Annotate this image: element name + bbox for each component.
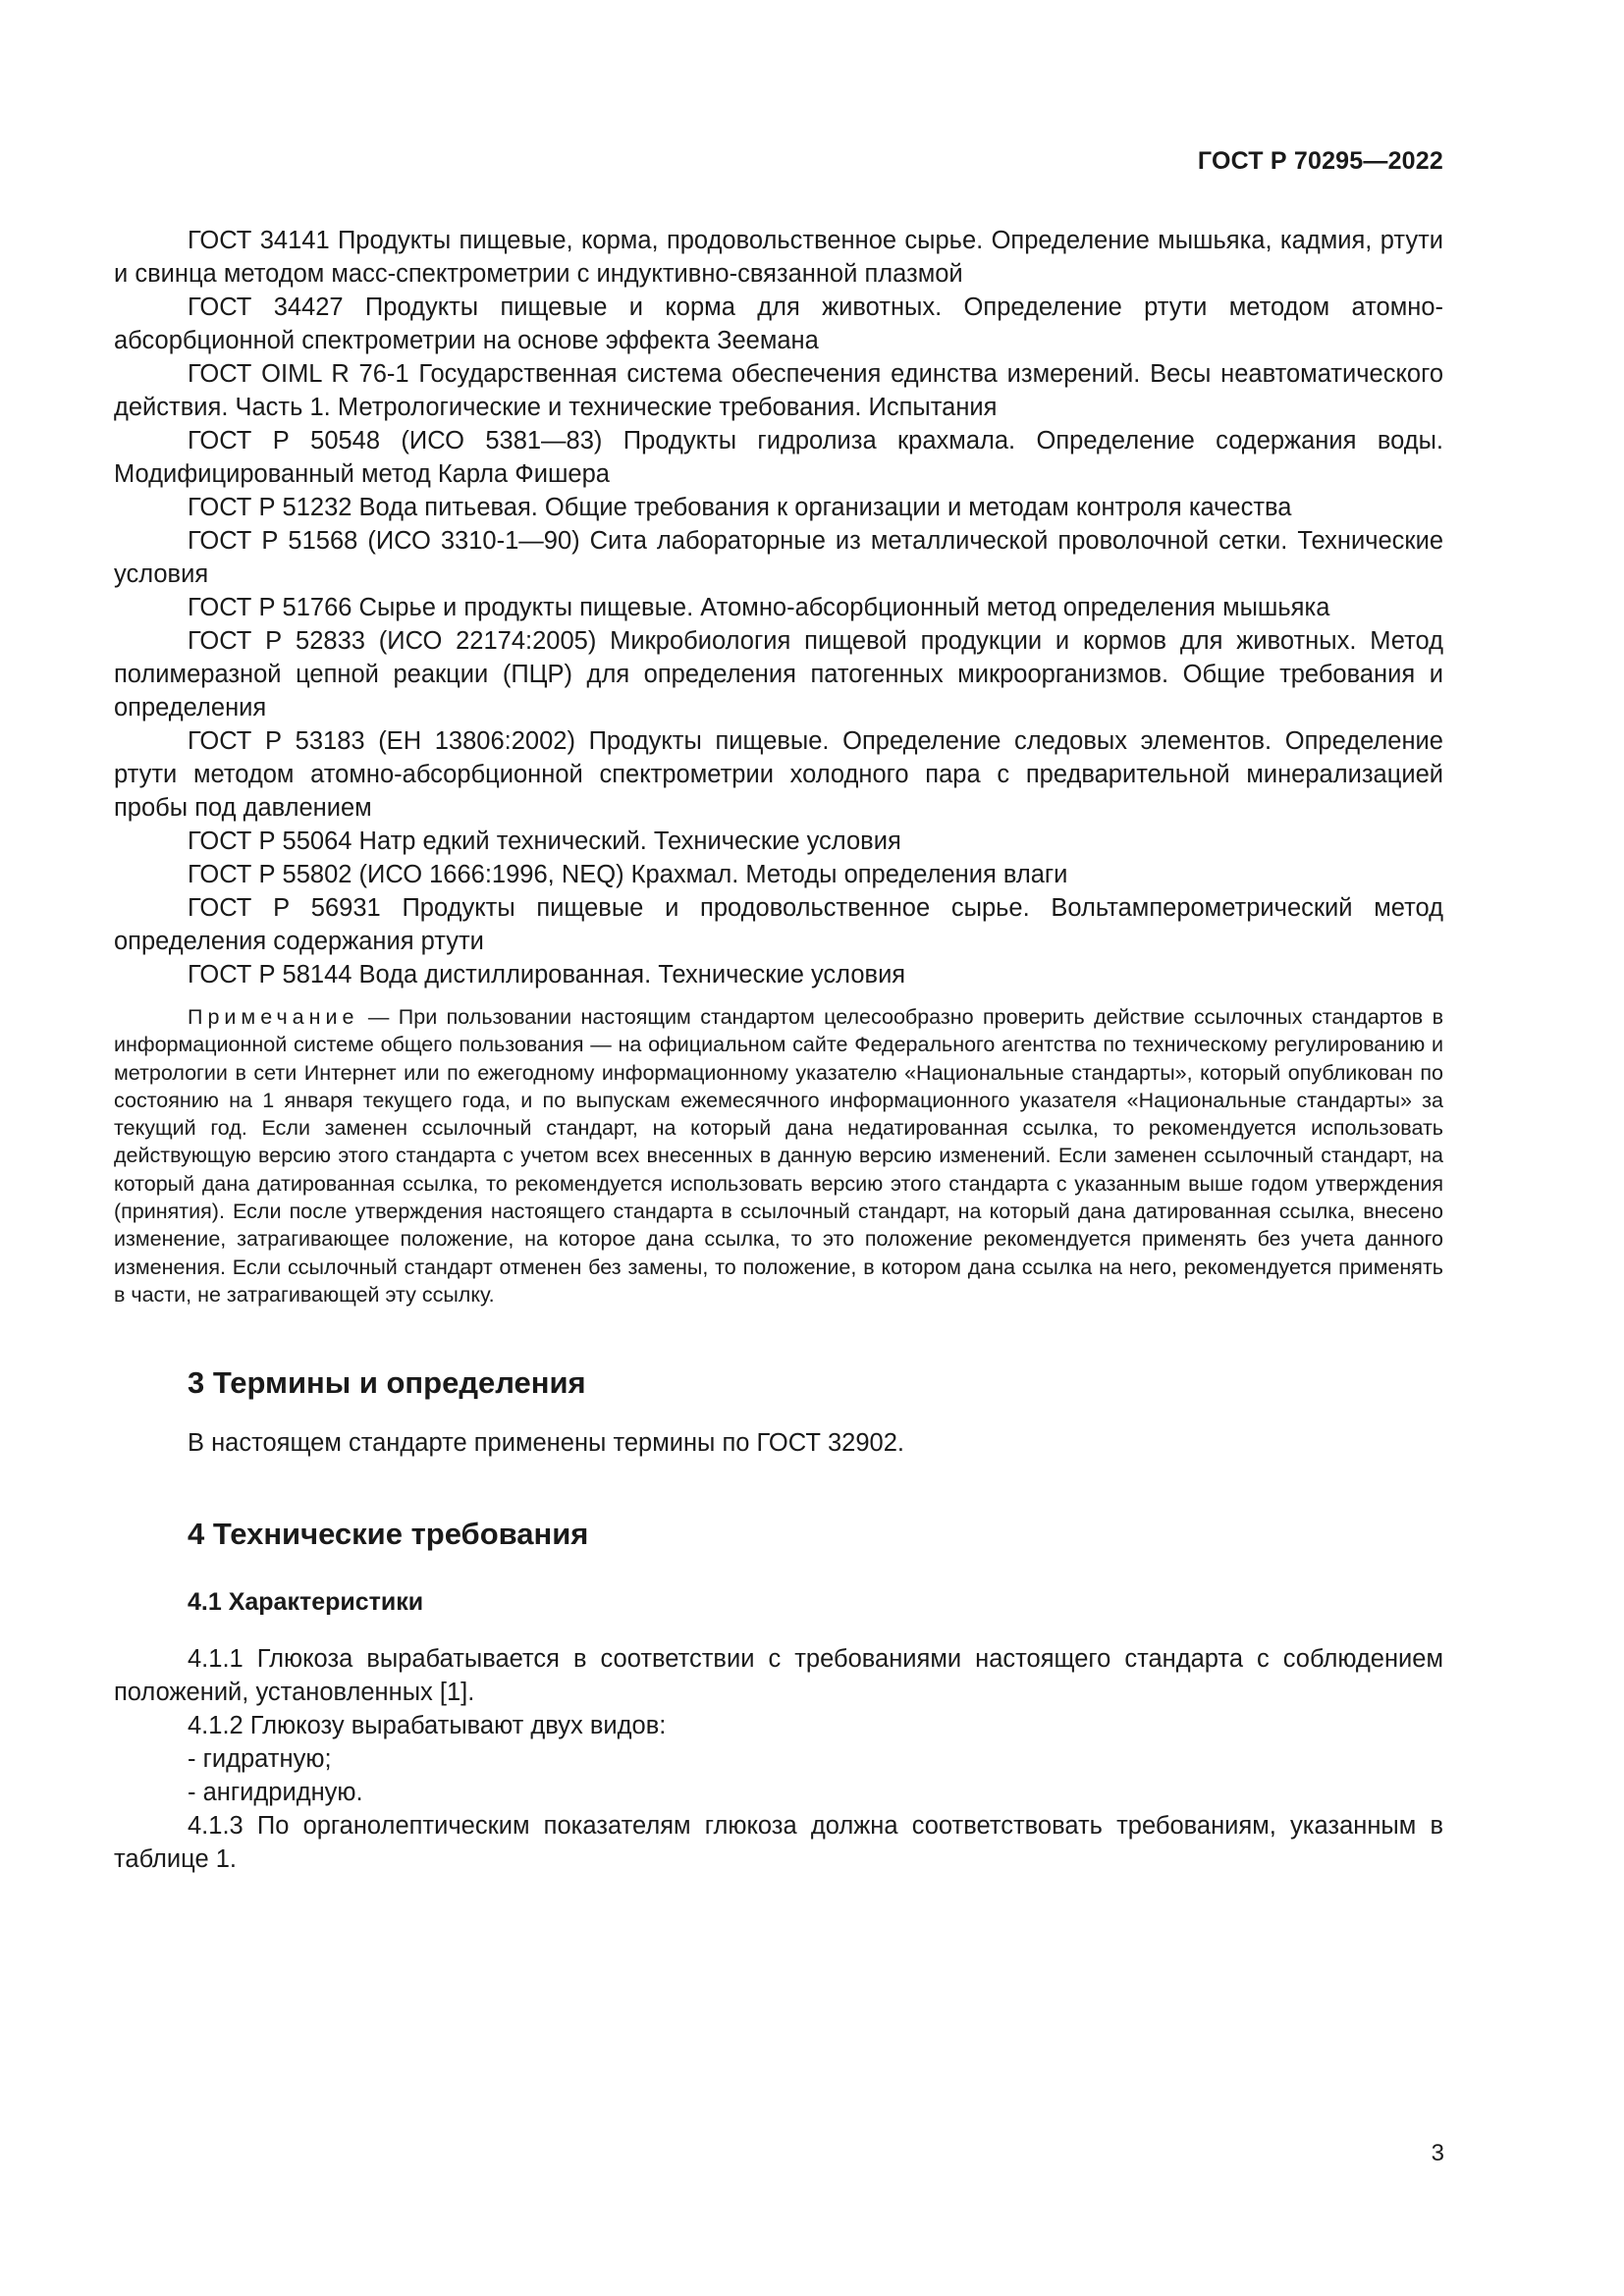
reference-item: ГОСТ Р 53183 (ЕН 13806:2002) Продукты пищевые. Определение следовых элементов. Определение ртути методом атомно-абсорбционной спектрометрии холодного пара с предварительной минерализацией пробы под давлением — [114, 727, 1443, 822]
section-3-heading: 3 Термины и определения — [188, 1365, 586, 1401]
reference-item: ГОСТ 34141 Продукты пищевые, корма, продовольственное сырье. Определение мышьяка, кадмия, ртути и свинца методом масс-спектрометрии с индуктивно-связанной плазмой — [114, 227, 1443, 288]
section-4-heading: 4 Технические требования — [188, 1517, 589, 1552]
paragraph-4-1-2: 4.1.2 Глюкозу вырабатывают двух видов: — [188, 1712, 667, 1740]
reference-item: ГОСТ Р 55802 (ИСО 1666:1996, NEQ) Крахмал. Методы определения влаги — [188, 861, 1068, 888]
list-item: - ангидридную. — [188, 1779, 363, 1807]
reference-item: ГОСТ OIML R 76-1 Государственная система обеспечения единства измерений. Весы неавтоматического действия. Часть 1. Метрологические и технические требования. Испытания — [114, 360, 1443, 421]
paragraph-4-1-1: 4.1.1 Глюкоза вырабатывается в соответствии с требованиями настоящего стандарта с соблюдением положений, установленных [1]. — [114, 1645, 1443, 1707]
note-text: — При пользовании настоящим стандартом целесообразно проверить действие ссылочных стандартов в информационной системе общего пользования — на официальном сайте Федерального агентства по техническому регулированию и метрологии в сети Интернет или по ежегодному информационному указателю «Национальные стандарты», который опубликован по состоянию на 1 января текущего года, и по выпускам ежемесячного информационного указателя «Национальные стандарты» за текущий год. Если заменен ссылочный стандарт, на который дана недатированная ссылка, то рекомендуется использовать действующую версию этого стандарта с учетом всех внесенных в данную версию изменений. Если заменен ссылочный стандарт, на который дана датированная ссылка, то рекомендуется использовать версию этого стандарта с указанным выше годом утверждения (принятия). Если после утверждения настоящего стандарта в ссылочный стандарт, на который дана датированная ссылка, внесено изменение, затрагивающее положение, на которое дана ссылка, то это положение рекомендуется применять без учета данного изменения. Если ссылочный стандарт отменен без замены, то положение, в котором дана ссылка на него, рекомендуется применять в части, не затрагивающей эту ссылку. — [114, 1005, 1443, 1307]
reference-item: ГОСТ Р 56931 Продукты пищевые и продовольственное сырье. Вольтамперометрический метод определения содержания ртути — [114, 894, 1443, 955]
note-label: Примечание — [188, 1005, 359, 1029]
reference-item: ГОСТ Р 55064 Натр едкий технический. Технические условия — [188, 828, 901, 855]
reference-item: ГОСТ Р 51568 (ИСО 3310-1—90) Сита лабораторные из металлической проволочной сетки. Технические условия — [114, 527, 1443, 588]
document-body — [114, 224, 1443, 1876]
reference-item: ГОСТ Р 52833 (ИСО 22174:2005) Микробиология пищевой продукции и кормов для животных. Метод полимеразной цепной реакции (ПЦР) для определения патогенных микроорганизмов. Общие требования и определения — [114, 627, 1443, 721]
reference-item: ГОСТ Р 51232 Вода питьевая. Общие требования к организации и методам контроля качества — [188, 494, 1292, 521]
reference-item: ГОСТ Р 58144 Вода дистиллированная. Технические условия — [188, 961, 906, 988]
page-number: 3 — [1431, 2140, 1444, 2166]
reference-item: ГОСТ 34427 Продукты пищевые и корма для животных. Определение ртути методом атомно-абсорбционной спектрометрии на основе эффекта Зеемана — [114, 294, 1443, 354]
reference-item: ГОСТ Р 50548 (ИСО 5381—83) Продукты гидролиза крахмала. Определение содержания воды. Модифицированный метод Карла Фишера — [114, 427, 1443, 488]
paragraph-4-1-3: 4.1.3 По органолептическим показателям глюкоза должна соответствовать требованиям, указанным в таблице 1. — [114, 1812, 1443, 1874]
reference-item: ГОСТ Р 51766 Сырье и продукты пищевые. Атомно-абсорбционный метод определения мышьяка — [188, 594, 1330, 621]
section-3-text: В настоящем стандарте применены термины по ГОСТ 32902. — [188, 1429, 904, 1458]
note-paragraph — [114, 1003, 1443, 1308]
subsection-4-1-heading: 4.1 Характеристики — [188, 1588, 424, 1617]
list-item: - гидратную; — [188, 1745, 332, 1774]
document-header: ГОСТ Р 70295—2022 — [1197, 147, 1443, 175]
